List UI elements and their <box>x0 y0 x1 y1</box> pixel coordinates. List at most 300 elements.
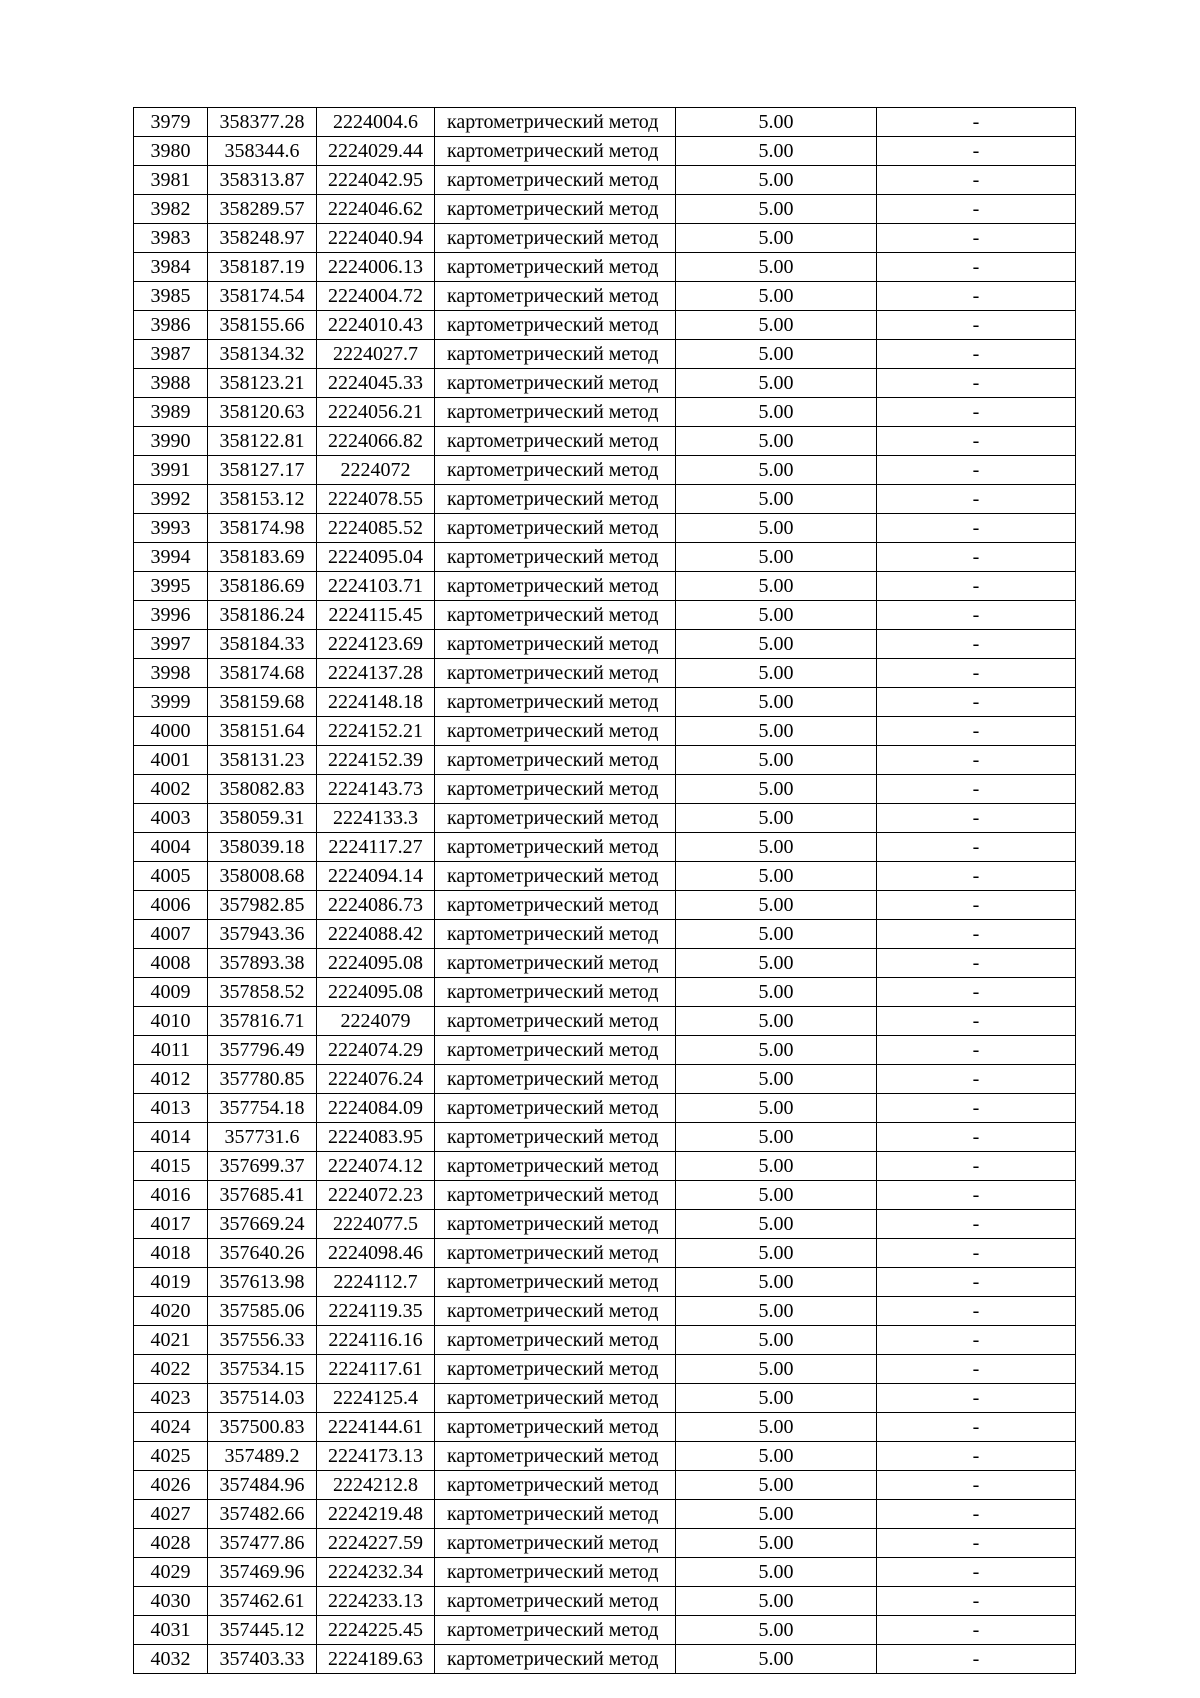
y-coordinate-cell: 2224086.73 <box>317 891 435 920</box>
accuracy-cell: 5.00 <box>676 775 877 804</box>
point-number-cell: 4028 <box>134 1529 208 1558</box>
point-number-cell: 4018 <box>134 1239 208 1268</box>
table-row <box>134 1529 1076 1558</box>
description-cell: - <box>877 514 1076 543</box>
table-row <box>134 978 1076 1007</box>
accuracy-cell: 5.00 <box>676 1326 877 1355</box>
point-number-cell: 4029 <box>134 1558 208 1587</box>
description-cell: - <box>877 630 1076 659</box>
description-cell: - <box>877 224 1076 253</box>
point-number-cell: 4014 <box>134 1123 208 1152</box>
y-coordinate-cell: 2224094.14 <box>317 862 435 891</box>
accuracy-cell: 5.00 <box>676 1645 877 1674</box>
method-cell: картометрический метод <box>435 659 676 688</box>
x-coordinate-cell: 357477.86 <box>208 1529 317 1558</box>
point-number-cell: 4019 <box>134 1268 208 1297</box>
method-cell: картометрический метод <box>435 1297 676 1326</box>
description-cell: - <box>877 572 1076 601</box>
y-coordinate-cell: 2224072 <box>317 456 435 485</box>
point-number-cell: 4024 <box>134 1413 208 1442</box>
description-cell: - <box>877 1268 1076 1297</box>
y-coordinate-cell: 2224219.48 <box>317 1500 435 1529</box>
point-number-cell: 3993 <box>134 514 208 543</box>
point-number-cell: 3998 <box>134 659 208 688</box>
x-coordinate-cell: 357943.36 <box>208 920 317 949</box>
table-row <box>134 1558 1076 1587</box>
x-coordinate-cell: 357754.18 <box>208 1094 317 1123</box>
point-number-cell: 4031 <box>134 1616 208 1645</box>
y-coordinate-cell: 2224045.33 <box>317 369 435 398</box>
accuracy-cell: 5.00 <box>676 1558 877 1587</box>
method-cell: картометрический метод <box>435 1413 676 1442</box>
accuracy-cell: 5.00 <box>676 833 877 862</box>
accuracy-cell: 5.00 <box>676 978 877 1007</box>
table-row <box>134 1210 1076 1239</box>
point-number-cell: 4023 <box>134 1384 208 1413</box>
x-coordinate-cell: 358151.64 <box>208 717 317 746</box>
y-coordinate-cell: 2224225.45 <box>317 1616 435 1645</box>
method-cell: картометрический метод <box>435 224 676 253</box>
x-coordinate-cell: 358186.69 <box>208 572 317 601</box>
x-coordinate-cell: 357731.6 <box>208 1123 317 1152</box>
method-cell: картометрический метод <box>435 398 676 427</box>
x-coordinate-cell: 357982.85 <box>208 891 317 920</box>
x-coordinate-cell: 358248.97 <box>208 224 317 253</box>
table-row <box>134 282 1076 311</box>
point-number-cell: 3979 <box>134 108 208 137</box>
accuracy-cell: 5.00 <box>676 572 877 601</box>
accuracy-cell: 5.00 <box>676 601 877 630</box>
point-number-cell: 3986 <box>134 311 208 340</box>
method-cell: картометрический метод <box>435 572 676 601</box>
y-coordinate-cell: 2224095.04 <box>317 543 435 572</box>
accuracy-cell: 5.00 <box>676 1471 877 1500</box>
description-cell: - <box>877 1442 1076 1471</box>
y-coordinate-cell: 2224077.5 <box>317 1210 435 1239</box>
y-coordinate-cell: 2224006.13 <box>317 253 435 282</box>
point-number-cell: 3990 <box>134 427 208 456</box>
table-row <box>134 137 1076 166</box>
table-row <box>134 688 1076 717</box>
method-cell: картометрический метод <box>435 1616 676 1645</box>
accuracy-cell: 5.00 <box>676 398 877 427</box>
description-cell: - <box>877 166 1076 195</box>
table-row <box>134 1471 1076 1500</box>
description-cell: - <box>877 1181 1076 1210</box>
x-coordinate-cell: 358186.24 <box>208 601 317 630</box>
description-cell: - <box>877 1239 1076 1268</box>
x-coordinate-cell: 357534.15 <box>208 1355 317 1384</box>
table-row <box>134 1442 1076 1471</box>
description-cell: - <box>877 1297 1076 1326</box>
method-cell: картометрический метод <box>435 1239 676 1268</box>
point-number-cell: 3988 <box>134 369 208 398</box>
accuracy-cell: 5.00 <box>676 166 877 195</box>
description-cell: - <box>877 601 1076 630</box>
y-coordinate-cell: 2224076.24 <box>317 1065 435 1094</box>
description-cell: - <box>877 1326 1076 1355</box>
table-row <box>134 1152 1076 1181</box>
y-coordinate-cell: 2224066.82 <box>317 427 435 456</box>
x-coordinate-cell: 357699.37 <box>208 1152 317 1181</box>
point-number-cell: 3997 <box>134 630 208 659</box>
y-coordinate-cell: 2224233.13 <box>317 1587 435 1616</box>
description-cell: - <box>877 253 1076 282</box>
point-number-cell: 4005 <box>134 862 208 891</box>
point-number-cell: 4027 <box>134 1500 208 1529</box>
method-cell: картометрический метод <box>435 166 676 195</box>
x-coordinate-cell: 357484.96 <box>208 1471 317 1500</box>
accuracy-cell: 5.00 <box>676 1442 877 1471</box>
table-row <box>134 920 1076 949</box>
method-cell: картометрический метод <box>435 137 676 166</box>
table-row <box>134 253 1076 282</box>
point-number-cell: 3999 <box>134 688 208 717</box>
y-coordinate-cell: 2224173.13 <box>317 1442 435 1471</box>
y-coordinate-cell: 2224189.63 <box>317 1645 435 1674</box>
table-row <box>134 456 1076 485</box>
coordinates-table-body <box>134 108 1076 1674</box>
x-coordinate-cell: 358131.23 <box>208 746 317 775</box>
y-coordinate-cell: 2224083.95 <box>317 1123 435 1152</box>
y-coordinate-cell: 2224123.69 <box>317 630 435 659</box>
accuracy-cell: 5.00 <box>676 543 877 572</box>
point-number-cell: 3981 <box>134 166 208 195</box>
description-cell: - <box>877 746 1076 775</box>
table-row <box>134 1384 1076 1413</box>
x-coordinate-cell: 358159.68 <box>208 688 317 717</box>
accuracy-cell: 5.00 <box>676 224 877 253</box>
description-cell: - <box>877 1587 1076 1616</box>
table-row <box>134 369 1076 398</box>
table-row <box>134 804 1076 833</box>
x-coordinate-cell: 357816.71 <box>208 1007 317 1036</box>
x-coordinate-cell: 358059.31 <box>208 804 317 833</box>
description-cell: - <box>877 891 1076 920</box>
method-cell: картометрический метод <box>435 1384 676 1413</box>
accuracy-cell: 5.00 <box>676 1123 877 1152</box>
y-coordinate-cell: 2224232.34 <box>317 1558 435 1587</box>
point-number-cell: 4011 <box>134 1036 208 1065</box>
y-coordinate-cell: 2224148.18 <box>317 688 435 717</box>
x-coordinate-cell: 358127.17 <box>208 456 317 485</box>
accuracy-cell: 5.00 <box>676 340 877 369</box>
method-cell: картометрический метод <box>435 1036 676 1065</box>
description-cell: - <box>877 108 1076 137</box>
y-coordinate-cell: 2224119.35 <box>317 1297 435 1326</box>
x-coordinate-cell: 357500.83 <box>208 1413 317 1442</box>
description-cell: - <box>877 195 1076 224</box>
y-coordinate-cell: 2224116.16 <box>317 1326 435 1355</box>
x-coordinate-cell: 358008.68 <box>208 862 317 891</box>
accuracy-cell: 5.00 <box>676 369 877 398</box>
method-cell: картометрический метод <box>435 1558 676 1587</box>
point-number-cell: 3994 <box>134 543 208 572</box>
method-cell: картометрический метод <box>435 1442 676 1471</box>
point-number-cell: 3991 <box>134 456 208 485</box>
point-number-cell: 4006 <box>134 891 208 920</box>
accuracy-cell: 5.00 <box>676 630 877 659</box>
method-cell: картометрический метод <box>435 1123 676 1152</box>
x-coordinate-cell: 357445.12 <box>208 1616 317 1645</box>
method-cell: картометрический метод <box>435 195 676 224</box>
point-number-cell: 4002 <box>134 775 208 804</box>
accuracy-cell: 5.00 <box>676 485 877 514</box>
accuracy-cell: 5.00 <box>676 1181 877 1210</box>
y-coordinate-cell: 2224212.8 <box>317 1471 435 1500</box>
x-coordinate-cell: 357585.06 <box>208 1297 317 1326</box>
table-row <box>134 166 1076 195</box>
x-coordinate-cell: 358377.28 <box>208 108 317 137</box>
method-cell: картометрический метод <box>435 311 676 340</box>
method-cell: картометрический метод <box>435 1094 676 1123</box>
table-row <box>134 485 1076 514</box>
point-number-cell: 3992 <box>134 485 208 514</box>
point-number-cell: 4015 <box>134 1152 208 1181</box>
y-coordinate-cell: 2224117.61 <box>317 1355 435 1384</box>
y-coordinate-cell: 2224074.12 <box>317 1152 435 1181</box>
x-coordinate-cell: 358153.12 <box>208 485 317 514</box>
table-row <box>134 1181 1076 1210</box>
accuracy-cell: 5.00 <box>676 688 877 717</box>
x-coordinate-cell: 358082.83 <box>208 775 317 804</box>
table-row <box>134 572 1076 601</box>
table-row <box>134 1355 1076 1384</box>
accuracy-cell: 5.00 <box>676 1036 877 1065</box>
accuracy-cell: 5.00 <box>676 1384 877 1413</box>
table-row <box>134 427 1076 456</box>
accuracy-cell: 5.00 <box>676 108 877 137</box>
y-coordinate-cell: 2224117.27 <box>317 833 435 862</box>
y-coordinate-cell: 2224112.7 <box>317 1268 435 1297</box>
accuracy-cell: 5.00 <box>676 1529 877 1558</box>
table-row <box>134 1413 1076 1442</box>
description-cell: - <box>877 804 1076 833</box>
method-cell: картометрический метод <box>435 920 676 949</box>
accuracy-cell: 5.00 <box>676 311 877 340</box>
method-cell: картометрический метод <box>435 688 676 717</box>
description-cell: - <box>877 1471 1076 1500</box>
description-cell: - <box>877 1558 1076 1587</box>
x-coordinate-cell: 358183.69 <box>208 543 317 572</box>
accuracy-cell: 5.00 <box>676 514 877 543</box>
y-coordinate-cell: 2224042.95 <box>317 166 435 195</box>
accuracy-cell: 5.00 <box>676 1413 877 1442</box>
description-cell: - <box>877 920 1076 949</box>
point-number-cell: 3983 <box>134 224 208 253</box>
x-coordinate-cell: 358120.63 <box>208 398 317 427</box>
y-coordinate-cell: 2224010.43 <box>317 311 435 340</box>
point-number-cell: 4007 <box>134 920 208 949</box>
method-cell: картометрический метод <box>435 1529 676 1558</box>
accuracy-cell: 5.00 <box>676 659 877 688</box>
method-cell: картометрический метод <box>435 1500 676 1529</box>
point-number-cell: 4004 <box>134 833 208 862</box>
table-row <box>134 862 1076 891</box>
table-row <box>134 1065 1076 1094</box>
description-cell: - <box>877 543 1076 572</box>
method-cell: картометрический метод <box>435 1645 676 1674</box>
description-cell: - <box>877 282 1076 311</box>
x-coordinate-cell: 357796.49 <box>208 1036 317 1065</box>
description-cell: - <box>877 369 1076 398</box>
method-cell: картометрический метод <box>435 862 676 891</box>
description-cell: - <box>877 485 1076 514</box>
y-coordinate-cell: 2224004.72 <box>317 282 435 311</box>
table-row <box>134 659 1076 688</box>
point-number-cell: 3987 <box>134 340 208 369</box>
table-row <box>134 224 1076 253</box>
accuracy-cell: 5.00 <box>676 1616 877 1645</box>
point-number-cell: 4030 <box>134 1587 208 1616</box>
accuracy-cell: 5.00 <box>676 253 877 282</box>
x-coordinate-cell: 357556.33 <box>208 1326 317 1355</box>
method-cell: картометрический метод <box>435 949 676 978</box>
x-coordinate-cell: 358187.19 <box>208 253 317 282</box>
point-number-cell: 4000 <box>134 717 208 746</box>
point-number-cell: 4003 <box>134 804 208 833</box>
x-coordinate-cell: 358344.6 <box>208 137 317 166</box>
description-cell: - <box>877 1500 1076 1529</box>
y-coordinate-cell: 2224152.21 <box>317 717 435 746</box>
description-cell: - <box>877 978 1076 1007</box>
description-cell: - <box>877 717 1076 746</box>
x-coordinate-cell: 357685.41 <box>208 1181 317 1210</box>
accuracy-cell: 5.00 <box>676 1065 877 1094</box>
table-row <box>134 1645 1076 1674</box>
table-row <box>134 1297 1076 1326</box>
point-number-cell: 4022 <box>134 1355 208 1384</box>
description-cell: - <box>877 1152 1076 1181</box>
y-coordinate-cell: 2224040.94 <box>317 224 435 253</box>
table-row <box>134 311 1076 340</box>
method-cell: картометрический метод <box>435 717 676 746</box>
x-coordinate-cell: 358122.81 <box>208 427 317 456</box>
accuracy-cell: 5.00 <box>676 1500 877 1529</box>
x-coordinate-cell: 358174.98 <box>208 514 317 543</box>
description-cell: - <box>877 456 1076 485</box>
accuracy-cell: 5.00 <box>676 195 877 224</box>
x-coordinate-cell: 358289.57 <box>208 195 317 224</box>
y-coordinate-cell: 2224143.73 <box>317 775 435 804</box>
accuracy-cell: 5.00 <box>676 862 877 891</box>
method-cell: картометрический метод <box>435 427 676 456</box>
method-cell: картометрический метод <box>435 1181 676 1210</box>
x-coordinate-cell: 357893.38 <box>208 949 317 978</box>
x-coordinate-cell: 357489.2 <box>208 1442 317 1471</box>
table-row <box>134 1239 1076 1268</box>
x-coordinate-cell: 357858.52 <box>208 978 317 1007</box>
accuracy-cell: 5.00 <box>676 717 877 746</box>
y-coordinate-cell: 2224098.46 <box>317 1239 435 1268</box>
accuracy-cell: 5.00 <box>676 920 877 949</box>
description-cell: - <box>877 775 1076 804</box>
accuracy-cell: 5.00 <box>676 1094 877 1123</box>
description-cell: - <box>877 1413 1076 1442</box>
description-cell: - <box>877 1616 1076 1645</box>
y-coordinate-cell: 2224085.52 <box>317 514 435 543</box>
y-coordinate-cell: 2224072.23 <box>317 1181 435 1210</box>
method-cell: картометрический метод <box>435 543 676 572</box>
accuracy-cell: 5.00 <box>676 1007 877 1036</box>
description-cell: - <box>877 1036 1076 1065</box>
table-row <box>134 717 1076 746</box>
y-coordinate-cell: 2224137.28 <box>317 659 435 688</box>
accuracy-cell: 5.00 <box>676 282 877 311</box>
description-cell: - <box>877 427 1076 456</box>
point-number-cell: 4032 <box>134 1645 208 1674</box>
accuracy-cell: 5.00 <box>676 746 877 775</box>
method-cell: картометрический метод <box>435 369 676 398</box>
method-cell: картометрический метод <box>435 1326 676 1355</box>
y-coordinate-cell: 2224103.71 <box>317 572 435 601</box>
description-cell: - <box>877 1384 1076 1413</box>
table-row <box>134 543 1076 572</box>
x-coordinate-cell: 357469.96 <box>208 1558 317 1587</box>
method-cell: картометрический метод <box>435 1007 676 1036</box>
y-coordinate-cell: 2224133.3 <box>317 804 435 833</box>
method-cell: картометрический метод <box>435 804 676 833</box>
y-coordinate-cell: 2224144.61 <box>317 1413 435 1442</box>
point-number-cell: 4010 <box>134 1007 208 1036</box>
table-row <box>134 1616 1076 1645</box>
method-cell: картометрический метод <box>435 108 676 137</box>
y-coordinate-cell: 2224078.55 <box>317 485 435 514</box>
table-row <box>134 514 1076 543</box>
table-row <box>134 775 1076 804</box>
x-coordinate-cell: 358123.21 <box>208 369 317 398</box>
table-row <box>134 1500 1076 1529</box>
x-coordinate-cell: 357669.24 <box>208 1210 317 1239</box>
x-coordinate-cell: 357640.26 <box>208 1239 317 1268</box>
x-coordinate-cell: 357482.66 <box>208 1500 317 1529</box>
description-cell: - <box>877 398 1076 427</box>
method-cell: картометрический метод <box>435 601 676 630</box>
y-coordinate-cell: 2224029.44 <box>317 137 435 166</box>
description-cell: - <box>877 1529 1076 1558</box>
accuracy-cell: 5.00 <box>676 949 877 978</box>
method-cell: картометрический метод <box>435 833 676 862</box>
x-coordinate-cell: 358155.66 <box>208 311 317 340</box>
table-row <box>134 108 1076 137</box>
x-coordinate-cell: 358134.32 <box>208 340 317 369</box>
method-cell: картометрический метод <box>435 253 676 282</box>
point-number-cell: 3982 <box>134 195 208 224</box>
point-number-cell: 3980 <box>134 137 208 166</box>
table-row <box>134 1587 1076 1616</box>
description-cell: - <box>877 862 1076 891</box>
point-number-cell: 4013 <box>134 1094 208 1123</box>
description-cell: - <box>877 1007 1076 1036</box>
accuracy-cell: 5.00 <box>676 456 877 485</box>
x-coordinate-cell: 358184.33 <box>208 630 317 659</box>
method-cell: картометрический метод <box>435 891 676 920</box>
table-row <box>134 340 1076 369</box>
x-coordinate-cell: 358039.18 <box>208 833 317 862</box>
method-cell: картометрический метод <box>435 1210 676 1239</box>
table-row <box>134 398 1076 427</box>
y-coordinate-cell: 2224227.59 <box>317 1529 435 1558</box>
table-row <box>134 949 1076 978</box>
method-cell: картометрический метод <box>435 514 676 543</box>
x-coordinate-cell: 357613.98 <box>208 1268 317 1297</box>
description-cell: - <box>877 1123 1076 1152</box>
point-number-cell: 4001 <box>134 746 208 775</box>
description-cell: - <box>877 1355 1076 1384</box>
table-row <box>134 1123 1076 1152</box>
table-row <box>134 746 1076 775</box>
point-number-cell: 4021 <box>134 1326 208 1355</box>
